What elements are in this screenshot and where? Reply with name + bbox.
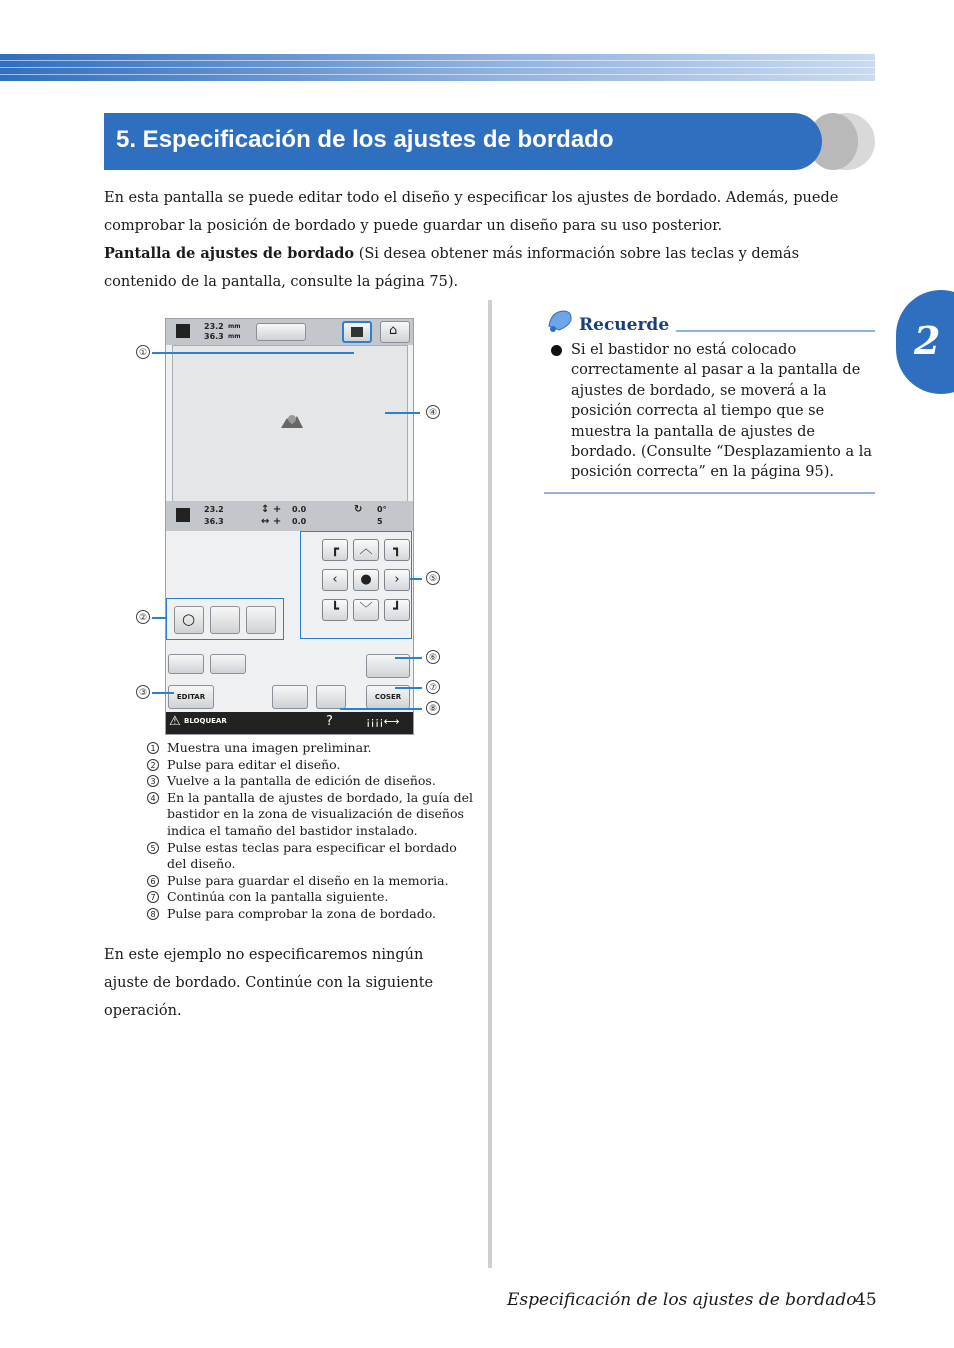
callout-label-3: ③ <box>136 685 150 699</box>
screen-info-bar <box>166 501 413 531</box>
caption-text: Vuelve a la pantalla de edición de diseños. <box>167 773 436 789</box>
caption-text: Pulse para comprobar la zona de bordado. <box>167 905 437 921</box>
size-height: 23.2 <box>204 322 224 331</box>
preview-button[interactable] <box>342 321 372 343</box>
caption-item <box>147 740 477 757</box>
editar-button[interactable]: EDITAR <box>168 685 214 709</box>
callout-line-6 <box>395 657 422 659</box>
horizontal-move-icon: ↔ + <box>261 516 282 527</box>
callout-line-5 <box>410 578 422 580</box>
screen-bottom-bar <box>166 712 413 734</box>
home-icon: ⌂ <box>389 323 398 338</box>
size-unit: mm <box>228 333 241 340</box>
info-size-height: 23.2 <box>204 505 224 514</box>
move-down-right-button[interactable]: ┛ <box>384 599 410 621</box>
caption-number: 1 <box>147 742 159 754</box>
callout-line-4 <box>385 412 420 414</box>
caption-text: En la pantalla de ajustes de bordado, la guía del bastidor en la zona de visualización de diseños indica el tamaño del bastidor instalado. <box>167 789 474 838</box>
rotate-icon: ↻ <box>354 504 363 515</box>
footer-running-title: Especificación de los ajustes de bordado <box>507 1290 857 1310</box>
caption-number: 2 <box>147 759 159 771</box>
move-up-right-button[interactable]: ┓ <box>384 539 410 561</box>
caption-item <box>147 873 477 890</box>
section-title: 5. Especificación de los ajustes de bordado <box>116 126 614 153</box>
move-center-button[interactable]: ● <box>353 569 379 591</box>
move-left-button[interactable]: ‹ <box>322 569 348 591</box>
caption-item <box>147 773 477 790</box>
info-size-width: 36.3 <box>204 517 224 526</box>
callout-line-7 <box>395 687 422 689</box>
bell-note-icon <box>545 308 575 334</box>
move-right-button[interactable]: › <box>384 569 410 591</box>
vertical-move-icon: ↕ + <box>261 504 282 515</box>
coser-button[interactable]: COSER <box>366 685 410 709</box>
column-divider <box>488 300 492 1268</box>
screen-top-bar <box>166 319 413 345</box>
angle-value: 0° <box>377 505 387 514</box>
caption-text: Pulse para editar el diseño. <box>167 756 341 772</box>
design-display-area <box>172 345 408 502</box>
rotate-icon: ○ <box>182 610 196 628</box>
screen-heading-bold: Pantalla de ajustes de bordado <box>104 245 355 262</box>
move-up-left-button[interactable]: ┏ <box>322 539 348 561</box>
example-paragraph: En este ejemplo no especificaremos ningún ajuste de bordado. Continúe con la siguiente operación. <box>104 947 434 1019</box>
caption-text: Continúa con la pantalla siguiente. <box>167 889 389 905</box>
caption-number: 3 <box>147 775 159 787</box>
callout-label-5: ⑤ <box>426 571 440 585</box>
caption-item <box>147 906 477 923</box>
caption-number: 7 <box>147 891 159 903</box>
frame-select-button[interactable] <box>256 323 306 341</box>
size-width: 36.3 <box>204 332 224 341</box>
caption-text: Pulse estas teclas para especificar el bordado del diseño. <box>167 839 457 872</box>
callout-line-8 <box>340 708 422 710</box>
footer-page-number: 45 <box>855 1290 877 1310</box>
note-text: Si el bastidor no está colocado correctamente al pasar a la pantalla de ajustes de bordado, se moverá a la posición correcta al tiempo que se muestra la pantalla de ajustes de bordado. (Consulte “Desplazamiento a la posición correcta” en la página 95). <box>571 342 873 481</box>
intro-paragraph: En esta pantalla se puede editar todo el diseño y especificar los ajustes de bordado. Además, puede comprobar la posición de bordado y puede guardar un diseño para su uso posterior. <box>104 190 839 234</box>
header-stripe-bar <box>0 54 875 81</box>
caption-item <box>147 889 477 906</box>
caption-number: 4 <box>147 792 159 804</box>
caption-text: Pulse para guardar el diseño en la memoria. <box>167 872 449 888</box>
stitch-button-1[interactable] <box>168 654 204 674</box>
caption-number: 5 <box>147 842 159 854</box>
move-down-button[interactable]: ﹀ <box>353 599 379 621</box>
callout-label-1: ① <box>136 345 150 359</box>
preview-frame-button[interactable] <box>272 685 308 709</box>
warning-icon: ⚠ <box>169 714 181 729</box>
note-top-rule <box>676 330 875 332</box>
trial-button[interactable] <box>316 685 346 709</box>
callout-line-2 <box>152 617 166 619</box>
caption-text: Muestra una imagen preliminar. <box>167 740 372 755</box>
caption-number: 8 <box>147 908 159 920</box>
note-bullet <box>551 345 562 356</box>
stitch-button-2[interactable] <box>210 654 246 674</box>
size-icon <box>176 508 190 522</box>
callout-label-8: ⑧ <box>426 701 440 715</box>
callout-label-7: ⑦ <box>426 680 440 694</box>
size-icon <box>176 324 190 338</box>
caption-item <box>147 757 477 774</box>
chapter-number: 2 <box>914 318 941 363</box>
callout-box-2 <box>166 598 284 640</box>
move-down-left-button[interactable]: ┗ <box>322 599 348 621</box>
color-count: 5 <box>377 517 383 526</box>
caption-number: 6 <box>147 875 159 887</box>
callout-label-6: ⑥ <box>426 650 440 664</box>
caption-list <box>147 740 477 923</box>
position-horizontal: 0.0 <box>292 517 307 526</box>
screen-heading-rest: (Si desea obtener más información sobre las teclas y demás contenido de la pantalla, consulte la página 75). <box>104 246 800 290</box>
note-heading: Recuerde <box>579 315 670 335</box>
thread-tension-icon[interactable]: ¡¡¡¡⟷ <box>366 715 400 728</box>
callout-label-2: ② <box>136 610 150 624</box>
caption-item <box>147 790 477 840</box>
screen-heading-paragraph <box>104 240 874 296</box>
callout-label-4: ④ <box>426 405 440 419</box>
help-icon[interactable]: ? <box>326 714 333 729</box>
caption-item <box>147 840 477 873</box>
design-preview-icon <box>279 412 305 430</box>
note-bottom-rule <box>544 492 875 494</box>
callout-line-1 <box>152 352 354 354</box>
position-vertical: 0.0 <box>292 505 307 514</box>
embroidery-settings-screen <box>165 318 414 735</box>
callout-box-5 <box>300 531 412 639</box>
move-up-button[interactable]: ︿ <box>353 539 379 561</box>
home-button[interactable] <box>380 321 410 343</box>
bloquear-button[interactable]: BLOQUEAR <box>184 717 227 725</box>
callout-line-3 <box>152 692 174 694</box>
size-unit: mm <box>228 323 241 330</box>
preview-icon <box>351 327 363 337</box>
